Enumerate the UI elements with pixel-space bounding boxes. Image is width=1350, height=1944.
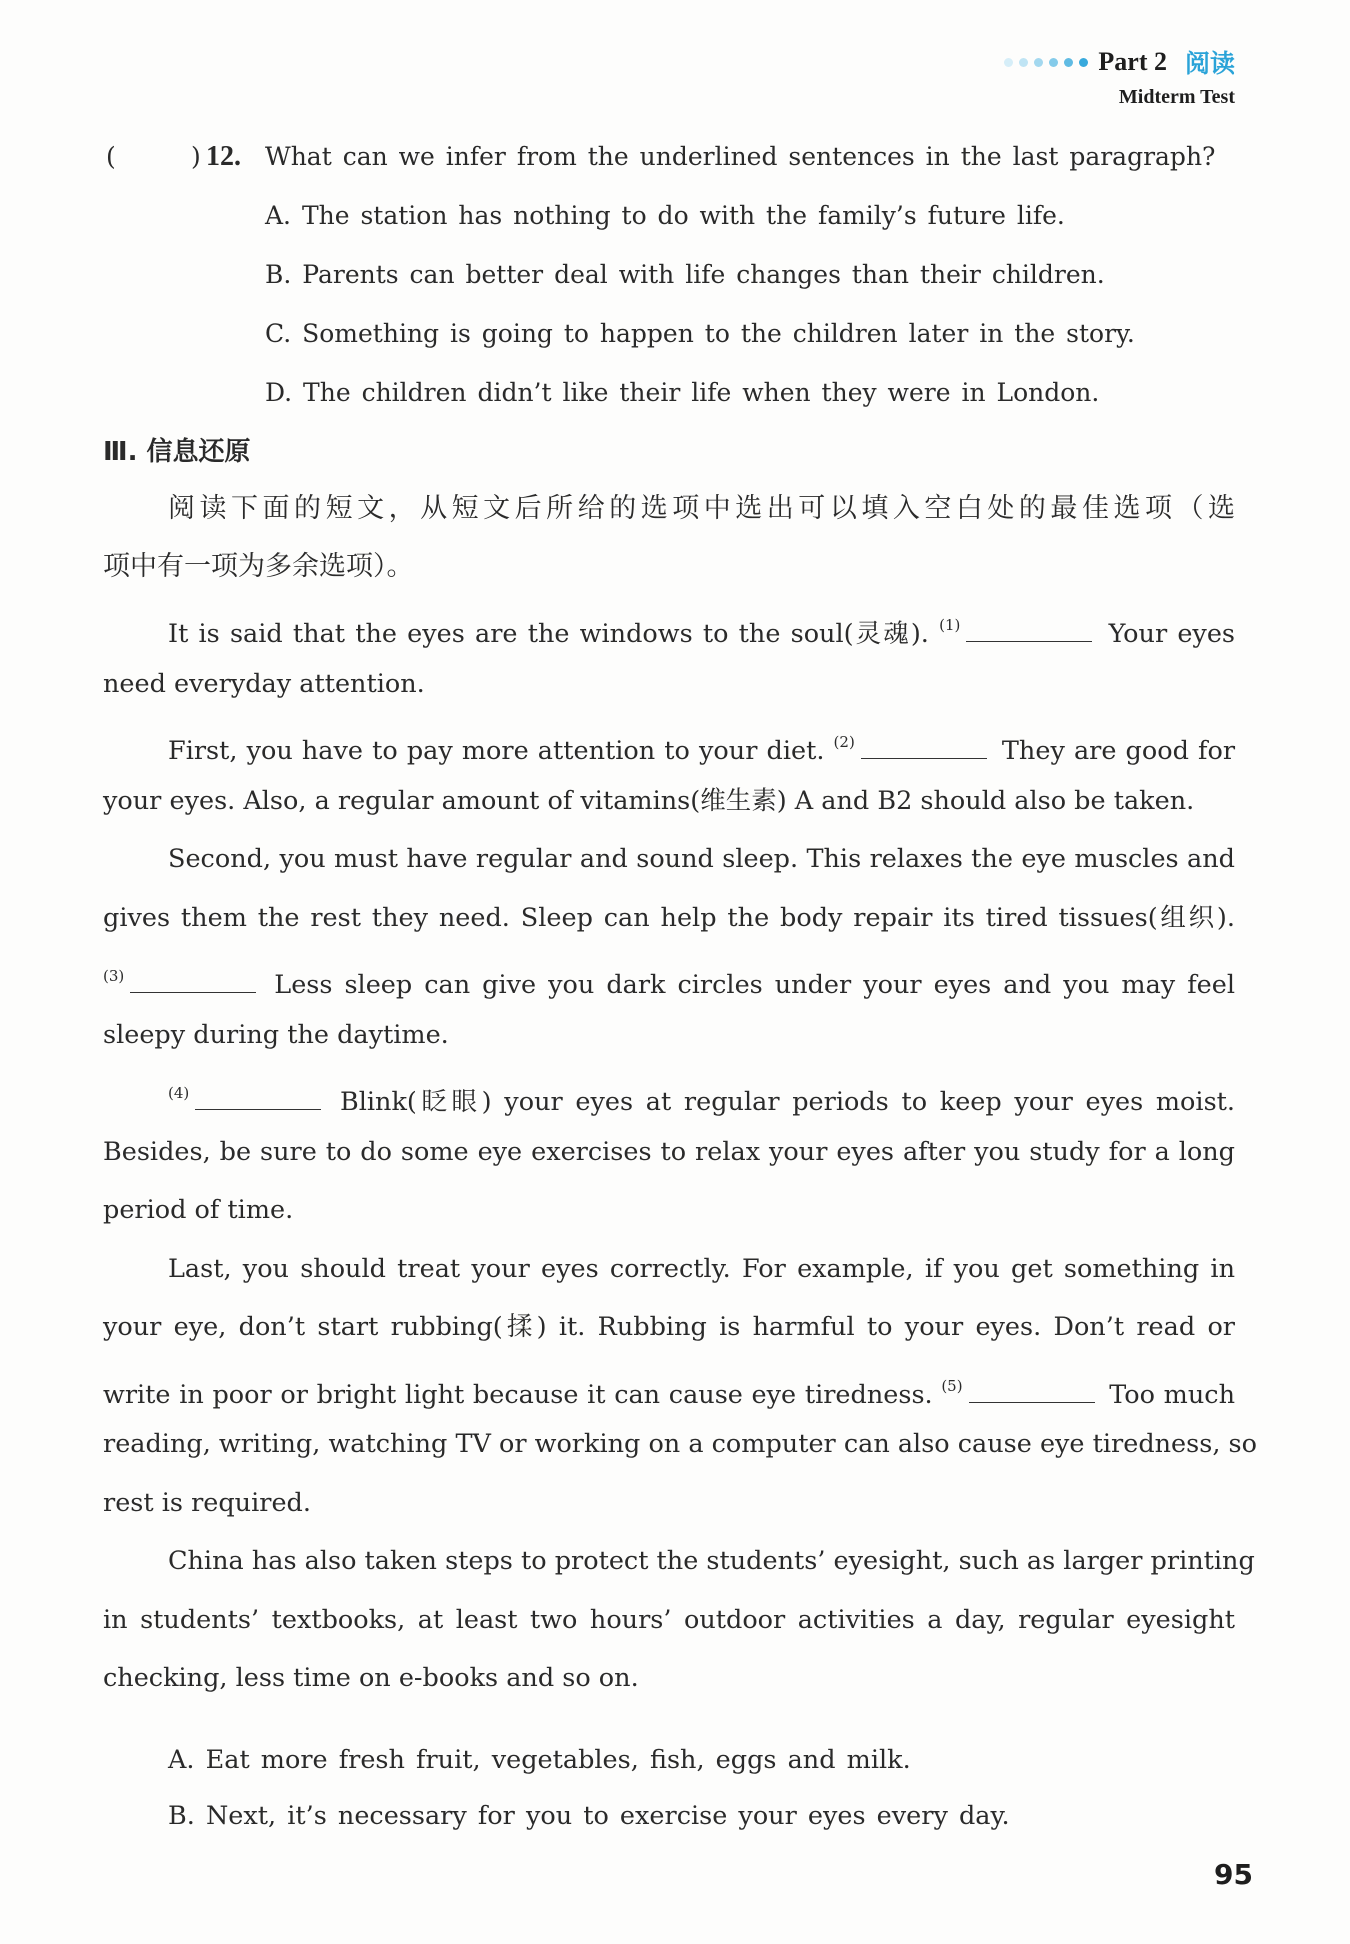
passage-text: Too much — [1109, 1379, 1235, 1410]
decorative-dots — [1004, 58, 1088, 67]
passage-line: reading, writing, watching TV or working on a computer can also cause eye tiredness, so — [103, 1429, 1257, 1459]
section-title: Ⅲ. 信息还原 — [103, 437, 251, 467]
blank-2 — [861, 736, 987, 759]
blank-1 — [966, 619, 1092, 642]
passage-line: checking, less time on e-books and so on. — [103, 1663, 639, 1693]
passage-line: Last, you should treat your eyes correctly. For example, if you get something in — [168, 1253, 1235, 1284]
blank-3 — [130, 970, 256, 993]
answer-choices — [103, 1732, 1235, 1844]
passage-line: rest is required. — [103, 1487, 311, 1518]
passage-text: Your eyes — [1108, 619, 1236, 649]
question-12 — [103, 128, 1235, 186]
decorative-dot — [1019, 58, 1028, 67]
instruction-line-1: 阅读下面的短文，从短文后所给的选项中选出可以填入空白处的最佳选项（选 — [168, 493, 1235, 524]
blank-mark-3: (3) — [103, 967, 125, 985]
passage-line: need everyday attention. — [103, 668, 425, 699]
passage-line: China has also taken steps to protect the students’ eyesight, such as larger printing — [168, 1546, 1255, 1576]
choice-a: A. Eat more fresh fruit, vegetables, fish, eggs and milk. — [168, 1744, 911, 1775]
decorative-dot — [1034, 58, 1043, 67]
blank-5 — [969, 1380, 1095, 1403]
answer-paren-open: ( — [106, 142, 116, 171]
passage-text: It is said that the eyes are the windows to the soul(灵魂). — [168, 619, 929, 649]
passage-line: gives them the rest they need. Sleep can help the body repair its tired tissues(组织). — [103, 902, 1235, 933]
passage-line — [103, 1064, 1235, 1123]
blank-mark-5: (5) — [941, 1376, 963, 1395]
decorative-dot — [1004, 58, 1013, 67]
page-header — [1004, 44, 1235, 109]
answer-paren-close: ) — [191, 142, 201, 171]
blank-4 — [195, 1087, 321, 1110]
passage-line — [103, 1357, 1235, 1416]
part-label: Part 2 — [1098, 47, 1167, 76]
passage-text: First, you have to pay more attention to your diet. — [168, 736, 825, 766]
header-subtitle: Midterm Test — [1118, 86, 1235, 108]
passage-line — [103, 596, 1235, 655]
passage-line: your eye, don’t start rubbing(揉) it. Rubbing is harmful to your eyes. Don’t read or — [103, 1312, 1235, 1342]
page-number: 95 — [1214, 1858, 1253, 1891]
passage-line — [103, 713, 1235, 772]
passage — [103, 596, 1257, 1708]
decorative-dot — [1079, 58, 1088, 67]
passage-line — [103, 947, 1235, 1006]
choice-b: B. Next, it’s necessary for you to exercise your eyes every day. — [168, 1800, 1010, 1831]
passage-text: write in poor or bright light because it can cause eye tiredness. — [103, 1379, 933, 1410]
option-a: A. The station has nothing to do with the family’s future life. — [265, 201, 1065, 230]
blank-mark-2: (2) — [833, 733, 855, 751]
option-b: B. Parents can better deal with life changes than their children. — [265, 260, 1105, 289]
passage-line: sleepy during the daytime. — [103, 1019, 449, 1050]
passage-line: your eyes. Also, a regular amount of vitamins(维生素) A and B2 should also be taken. — [103, 785, 1195, 816]
passage-text: They are good for — [1001, 736, 1236, 766]
passage-line: in students’ textbooks, at least two hours’ outdoor activities a day, regular eyesight — [103, 1604, 1235, 1635]
section-instruction — [103, 480, 1235, 596]
decorative-dot — [1064, 58, 1073, 67]
blank-mark-4: (4) — [168, 1084, 190, 1102]
passage-text: Less sleep can give you dark circles under your eyes and you may feel — [274, 970, 1235, 1000]
option-d: D. The children didn’t like their life when they were in London. — [265, 378, 1100, 407]
passage-line: Besides, be sure to do some eye exercises to relax your eyes after you study for a long — [103, 1136, 1235, 1167]
instruction-line-2: 项中有一项为多余选项）。 — [103, 551, 414, 582]
section-label-cn: 阅读 — [1184, 49, 1235, 78]
page-content — [103, 128, 1257, 1844]
question-text: What can we infer from the underlined sentences in the last paragraph? — [265, 142, 1216, 171]
passage-line: period of time. — [103, 1195, 294, 1225]
blank-mark-1: (1) — [939, 616, 961, 634]
passage-line: Second, you must have regular and sound sleep. This relaxes the eye muscles and — [168, 844, 1235, 874]
option-c: C. Something is going to happen to the children later in the story. — [265, 319, 1135, 348]
decorative-dot — [1049, 58, 1058, 67]
passage-text: Blink(眨眼) your eyes at regular periods to keep your eyes moist. — [339, 1087, 1236, 1117]
question-number: 12. — [206, 141, 241, 172]
